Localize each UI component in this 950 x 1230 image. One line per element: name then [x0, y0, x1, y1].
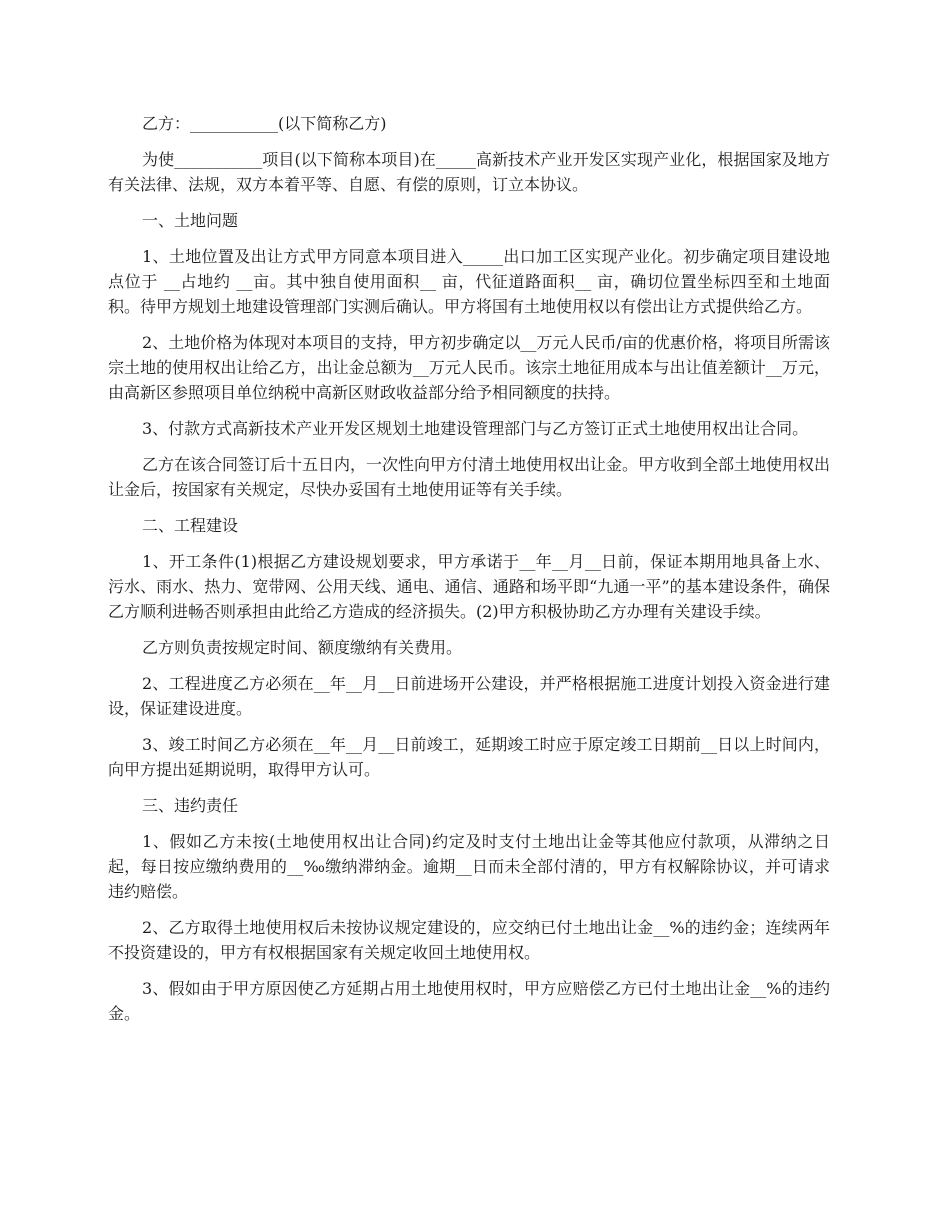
section-heading-land: 一、土地问题	[142, 211, 239, 230]
clause-land-location: 1、土地位置及出让方式甲方同意本项目进入_____出口加工区实现产业化。初步确定项目建设地点位于 __占地约 __亩。其中独自使用面积__ 亩，代征道路面积__ 亩，确切位置坐标四至和土地面积。待甲方规划土地建设管理部门实测后确认。甲方将国有土地使用权以有偿出让方式提供给乙方。	[108, 247, 830, 316]
clause-party-a-delay: 3、假如由于甲方原因使乙方延期占用土地使用权时，甲方应赔偿乙方已付土地出让金__%的违约金。	[108, 979, 830, 1023]
clause-completion: 3、竣工时间乙方必须在__年__月__日前竣工，延期竣工时应于原定竣工日期前__日以上时间内，向甲方提出延期说明，取得甲方认可。	[108, 735, 830, 779]
clause-late-payment: 1、假如乙方未按(土地使用权出让合同)约定及时支付土地出让金等其他应付款项，从滞纳之日起，每日按应缴纳费用的__‰缴纳滞纳金。逾期__日而未全部付清的，甲方有权解除协议，并可请求违约赔偿。	[108, 832, 830, 901]
clause-fees: 乙方则负责按规定时间、额度缴纳有关费用。	[142, 638, 463, 657]
clause-progress: 2、工程进度乙方必须在__年__月__日前进场开公建设，并严格根据施工进度计划投入资金进行建设，保证建设进度。	[108, 674, 830, 718]
clause-start-conditions: 1、开工条件(1)根据乙方建设规划要求，甲方承诺于__年__月__日前，保证本期用地具备上水、污水、雨水、热力、宽带网、公用天线、通电、通信、通路和场平即“九通一平”的基本建设条件，确保乙方顺利进畅否则承担由此给乙方造成的经济损失。(2)甲方积极协助乙方办理有关建设手续。	[108, 552, 830, 621]
preamble-paragraph: 为使___________项目(以下简称本项目)在_____高新技术产业开发区实现产业化，根据国家及地方有关法律、法规，双方本着平等、自愿、有偿的原则，订立本协议。	[108, 150, 830, 194]
clause-land-price: 2、土地价格为体现对本项目的支持，甲方初步确定以__万元人民币/亩的优惠价格，将项目所需该宗土地的使用权出让给乙方，出让金总额为__万元人民币。该宗土地征用成本与出让值差额计__万元，由高新区参照项目单位纳税中高新区财政收益部分给予相同额度的扶持。	[108, 333, 830, 402]
clause-payment-method: 3、付款方式高新技术产业开发区规划土地建设管理部门与乙方签订正式土地使用权出让合同。	[142, 419, 809, 438]
clause-no-construction: 2、乙方取得土地使用权后未按协议规定建设的，应交纳已付土地出让金__%的违约金；连续两年不投资建设的，甲方有权根据国家有关规定收回土地使用权。	[108, 918, 830, 962]
contract-page	[108, 111, 830, 1037]
section-heading-construction: 二、工程建设	[142, 516, 239, 535]
section-heading-liability: 三、违约责任	[142, 796, 239, 815]
party-b-line: 乙方：___________(以下简称乙方)	[142, 114, 387, 133]
clause-payment-deadline: 乙方在该合同签订后十五日内，一次性向甲方付清土地使用权出让金。甲方收到全部土地使用权出让金后，按国家有关规定，尽快办妥国有土地使用证等有关手续。	[108, 455, 831, 499]
